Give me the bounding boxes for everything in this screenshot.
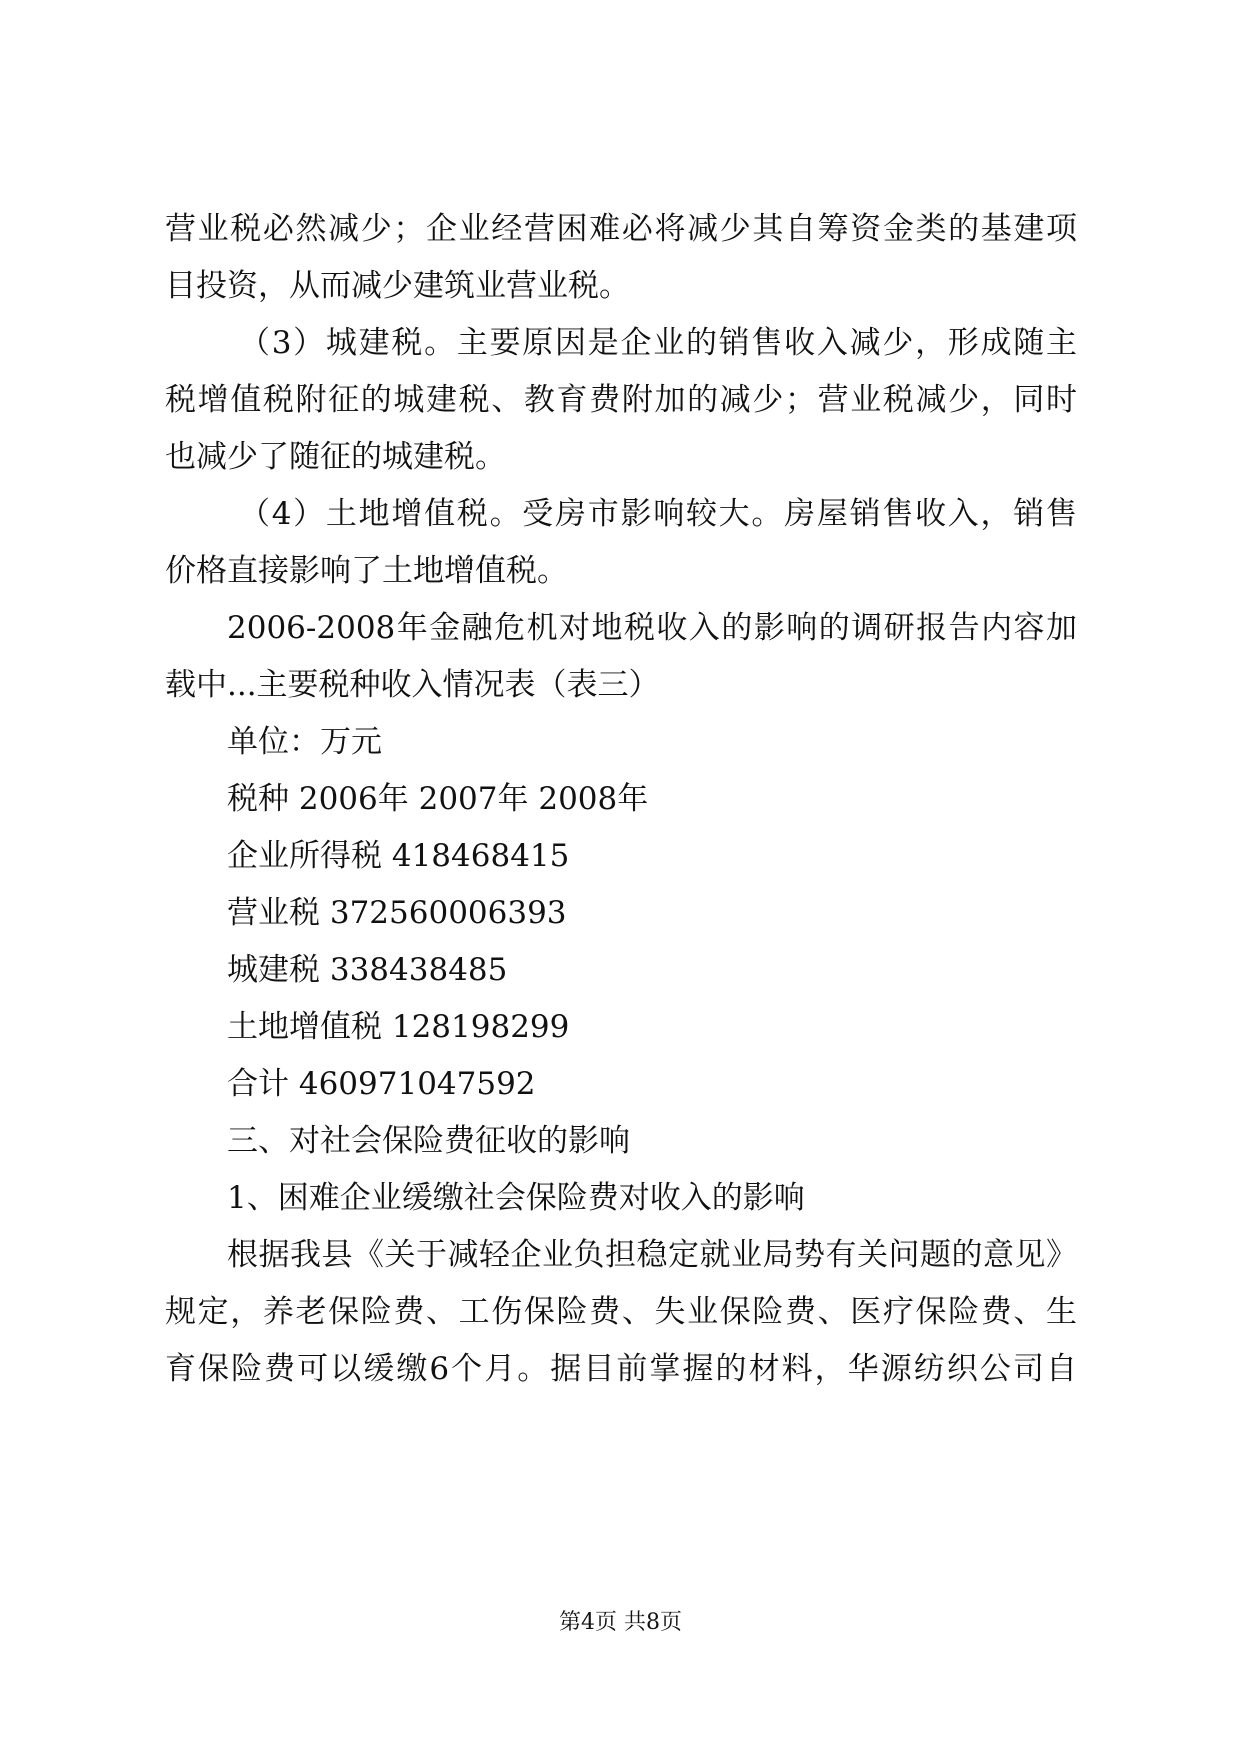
- section-heading: 三、对社会保险费征收的影响: [227, 1123, 630, 1159]
- page-number-footer: 第4页 共8页: [559, 1610, 682, 1635]
- table-unit-line: 单位：万元: [227, 724, 382, 760]
- table-row-line: 企业所得税 418468415: [227, 838, 570, 874]
- table-total-line: 合计 460971047592: [227, 1066, 536, 1102]
- body-text-line: 价格直接影响了土地增值税。: [165, 553, 568, 589]
- body-text-line: 目投资，从而减少建筑业营业税。: [165, 268, 630, 304]
- subsection-heading: 1、困难企业缓缴社会保险费对收入的影响: [227, 1180, 805, 1216]
- body-text-line: （3）城建税。主要原因是企业的销售收入减少，形成随主: [239, 325, 1077, 361]
- body-text-line: 根据我县《关于减轻企业负担稳定就业局势有关问题的意见》: [227, 1237, 1077, 1273]
- body-text-line: 载中...主要税种收入情况表（表三）: [165, 667, 660, 703]
- body-text-line: 规定，养老保险费、工伤保险费、失业保险费、医疗保险费、生: [165, 1294, 1077, 1330]
- body-text-line: 2006-2008年金融危机对地税收入的影响的调研报告内容加: [227, 610, 1077, 646]
- body-text-line: 也减少了随征的城建税。: [165, 439, 506, 475]
- body-text-line: 税增值税附征的城建税、教育费附加的减少；营业税减少，同时: [165, 382, 1077, 418]
- body-text-line: 营业税必然减少；企业经营困难必将减少其自筹资金类的基建项: [165, 211, 1077, 247]
- body-text-line: （4）土地增值税。受房市影响较大。房屋销售收入，销售: [239, 496, 1077, 532]
- table-header-line: 税种 2006年 2007年 2008年: [227, 781, 649, 817]
- body-text-line: 育保险费可以缓缴6个月。据目前掌握的材料，华源纺织公司自: [165, 1351, 1077, 1387]
- table-row-line: 土地增值税 128198299: [227, 1009, 570, 1045]
- table-row-line: 营业税 372560006393: [227, 895, 567, 931]
- table-row-line: 城建税 338438485: [227, 952, 508, 988]
